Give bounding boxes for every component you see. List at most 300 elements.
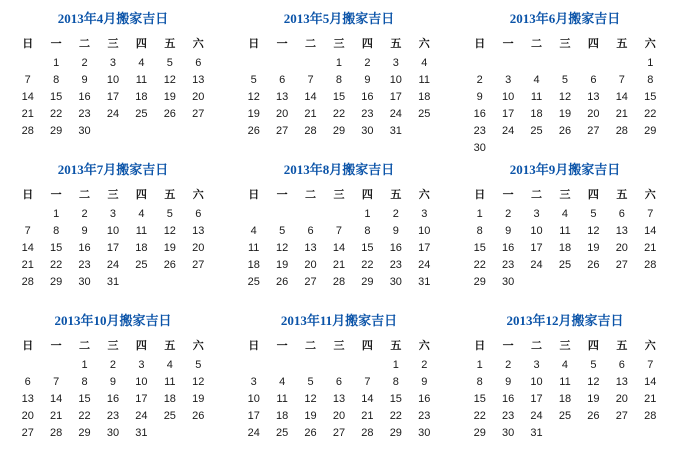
lucky-day-cell[interactable]: 31 [382,123,409,139]
empty-cell [14,55,41,71]
day-cell[interactable]: 1 [466,206,493,222]
lucky-day-cell[interactable]: 19 [156,240,183,256]
lucky-day-cell[interactable]: 13 [185,223,212,239]
day-cell[interactable]: 15 [42,240,69,256]
day-cell[interactable]: 10 [382,72,409,88]
day-cell[interactable]: 9 [494,374,521,390]
empty-cell [156,274,183,290]
day-cell[interactable]: 13 [325,391,352,407]
day-cell[interactable]: 4 [411,55,438,71]
day-cell[interactable]: 18 [411,89,438,105]
lucky-day-cell[interactable]: 28 [325,274,352,290]
day-cell[interactable]: 9 [466,89,493,105]
day-cell[interactable]: 23 [494,408,521,424]
lucky-day-cell[interactable]: 30 [354,123,381,139]
day-cell[interactable]: 30 [494,425,521,441]
day-cell[interactable]: 28 [297,123,324,139]
day-cell[interactable]: 23 [99,408,126,424]
lucky-day-cell[interactable]: 29 [466,274,493,290]
lucky-day-cell[interactable]: 21 [14,106,41,122]
day-cell[interactable]: 10 [411,223,438,239]
day-cell[interactable]: 22 [382,408,409,424]
empty-cell [14,206,41,222]
lucky-day-cell[interactable]: 22 [42,257,69,273]
day-cell[interactable]: 16 [99,391,126,407]
lucky-day-cell[interactable]: 9 [494,223,521,239]
day-cell[interactable]: 13 [608,374,635,390]
day-cell[interactable]: 22 [71,408,98,424]
lucky-day-cell[interactable]: 13 [297,240,324,256]
day-cell[interactable]: 6 [185,55,212,71]
day-cell[interactable]: 21 [42,408,69,424]
week-row [240,72,438,88]
day-cell[interactable]: 20 [325,408,352,424]
lucky-day-cell[interactable]: 15 [325,89,352,105]
day-cell[interactable]: 6 [268,72,295,88]
empty-cell [185,425,212,441]
day-cell[interactable]: 3 [523,206,550,222]
day-cell[interactable]: 11 [268,391,295,407]
lucky-day-cell[interactable]: 27 [580,123,607,139]
day-cell[interactable]: 25 [551,408,578,424]
lucky-day-cell[interactable]: 7 [297,72,324,88]
day-cell[interactable]: 28 [42,425,69,441]
day-cell[interactable]: 20 [608,391,635,407]
day-cell[interactable]: 8 [42,72,69,88]
lucky-day-cell[interactable]: 29 [325,123,352,139]
day-cell[interactable]: 31 [523,425,550,441]
month-body [13,33,213,140]
day-cell[interactable]: 14 [42,391,69,407]
day-cell[interactable]: 17 [382,89,409,105]
lucky-day-cell[interactable]: 11 [411,72,438,88]
day-cell[interactable]: 29 [382,425,409,441]
day-cell[interactable]: 24 [99,106,126,122]
day-cell[interactable]: 26 [297,425,324,441]
lucky-day-cell[interactable]: 19 [156,89,183,105]
day-cell[interactable]: 25 [268,425,295,441]
day-cell[interactable]: 16 [494,240,521,256]
day-cell[interactable]: 3 [240,374,267,390]
day-cell[interactable]: 3 [99,55,126,71]
day-cell[interactable]: 26 [240,123,267,139]
lucky-day-cell[interactable]: 15 [382,391,409,407]
day-cell[interactable]: 27 [325,425,352,441]
day-cell[interactable]: 18 [128,89,155,105]
empty-cell [268,357,295,373]
lucky-day-cell[interactable]: 19 [240,106,267,122]
day-cell[interactable]: 5 [580,357,607,373]
day-cell[interactable]: 21 [325,257,352,273]
lucky-day-cell[interactable]: 12 [297,391,324,407]
day-cell[interactable]: 5 [185,357,212,373]
day-cell[interactable]: 27 [297,274,324,290]
day-cell[interactable]: 30 [411,425,438,441]
day-cell[interactable]: 13 [580,89,607,105]
day-cell[interactable]: 18 [128,240,155,256]
lucky-day-cell[interactable]: 8 [71,374,98,390]
lucky-day-cell[interactable]: 11 [523,89,550,105]
day-cell[interactable]: 24 [411,257,438,273]
day-cell[interactable]: 14 [637,374,664,390]
day-cell[interactable]: 25 [411,106,438,122]
day-cell[interactable]: 4 [523,72,550,88]
day-cell[interactable]: 30 [382,274,409,290]
day-cell[interactable]: 5 [297,374,324,390]
lucky-day-cell[interactable]: 1 [42,206,69,222]
lucky-day-cell[interactable]: 8 [325,72,352,88]
lucky-day-cell[interactable]: 14 [354,391,381,407]
day-cell[interactable]: 11 [240,240,267,256]
lucky-day-cell[interactable]: 3 [382,55,409,71]
lucky-day-cell[interactable]: 29 [42,274,69,290]
day-cell[interactable]: 19 [268,257,295,273]
day-cell[interactable]: 26 [580,408,607,424]
day-cell[interactable]: 20 [14,408,41,424]
day-cell[interactable]: 8 [466,223,493,239]
month-table [13,335,213,442]
lucky-day-cell[interactable]: 1 [71,357,98,373]
day-cell[interactable]: 29 [354,274,381,290]
day-cell[interactable]: 14 [325,240,352,256]
day-cell[interactable]: 19 [297,408,324,424]
day-cell[interactable]: 5 [268,223,295,239]
lucky-day-cell[interactable]: 7 [637,206,664,222]
lucky-day-cell[interactable]: 30 [494,274,521,290]
day-cell[interactable]: 22 [42,106,69,122]
day-cell[interactable]: 2 [354,55,381,71]
lucky-day-cell[interactable]: 10 [128,374,155,390]
lucky-day-cell[interactable]: 25 [128,106,155,122]
day-cell[interactable]: 13 [14,391,41,407]
day-cell[interactable]: 24 [240,425,267,441]
day-cell[interactable]: 16 [71,89,98,105]
lucky-day-cell[interactable]: 26 [551,123,578,139]
lucky-day-cell[interactable]: 17 [99,240,126,256]
lucky-day-cell[interactable]: 15 [466,391,493,407]
week-row [466,425,664,441]
day-cell[interactable]: 29 [71,425,98,441]
day-cell[interactable]: 27 [185,257,212,273]
day-cell[interactable]: 31 [128,425,155,441]
day-cell[interactable]: 23 [71,106,98,122]
lucky-day-cell[interactable]: 14 [637,223,664,239]
month-title: 2013年8月搬家吉日 [283,162,395,177]
day-cell[interactable]: 12 [240,89,267,105]
day-cell[interactable]: 2 [71,55,98,71]
month-body [239,33,439,140]
day-cell[interactable]: 24 [523,408,550,424]
lucky-day-cell[interactable]: 2 [494,357,521,373]
day-cell[interactable]: 12 [580,374,607,390]
day-cell[interactable]: 10 [240,391,267,407]
weekday-header: 五 [390,38,402,50]
lucky-day-cell[interactable]: 23 [494,257,521,273]
day-cell[interactable]: 27 [608,257,635,273]
day-cell[interactable]: 18 [156,391,183,407]
day-cell[interactable]: 15 [466,240,493,256]
day-cell[interactable]: 21 [354,408,381,424]
lucky-day-cell[interactable]: 12 [185,374,212,390]
day-cell[interactable]: 11 [128,223,155,239]
day-cell[interactable]: 8 [354,223,381,239]
lucky-day-cell[interactable]: 16 [354,89,381,105]
day-cell[interactable]: 2 [382,206,409,222]
day-cell[interactable]: 18 [240,257,267,273]
day-cell[interactable]: 4 [268,374,295,390]
lucky-day-cell[interactable]: 7 [325,223,352,239]
day-cell[interactable]: 21 [637,240,664,256]
lucky-day-cell[interactable]: 18 [523,106,550,122]
day-cell[interactable]: 22 [466,257,493,273]
month-table [239,335,439,442]
day-cell[interactable]: 15 [71,391,98,407]
day-cell[interactable]: 11 [551,223,578,239]
day-cell[interactable]: 27 [268,123,295,139]
week-row [14,391,212,407]
day-cell[interactable]: 8 [466,374,493,390]
day-cell[interactable]: 24 [99,257,126,273]
lucky-day-cell[interactable]: 26 [156,257,183,273]
lucky-day-cell[interactable]: 19 [185,391,212,407]
lucky-day-cell[interactable]: 12 [551,89,578,105]
lucky-day-cell[interactable]: 1 [382,357,409,373]
day-cell[interactable]: 28 [354,425,381,441]
day-cell[interactable]: 2 [494,206,521,222]
lucky-day-cell[interactable]: 29 [42,123,69,139]
lucky-day-cell[interactable]: 5 [551,72,578,88]
day-cell[interactable]: 2 [99,357,126,373]
day-cell[interactable]: 9 [71,72,98,88]
lucky-day-cell[interactable]: 18 [551,391,578,407]
day-cell[interactable]: 21 [14,257,41,273]
day-cell[interactable]: 27 [185,106,212,122]
week-row [466,106,664,122]
lucky-day-cell[interactable]: 19 [551,106,578,122]
day-cell[interactable]: 6 [14,374,41,390]
lucky-day-cell[interactable]: 25 [551,257,578,273]
lucky-day-cell[interactable]: 26 [156,106,183,122]
month-calendar [226,0,452,151]
day-cell[interactable]: 9 [354,72,381,88]
day-cell[interactable]: 22 [466,408,493,424]
lucky-day-cell[interactable]: 16 [411,391,438,407]
lucky-day-cell[interactable]: 17 [128,391,155,407]
day-cell[interactable]: 6 [325,374,352,390]
lucky-day-cell[interactable]: 25 [128,257,155,273]
day-cell[interactable]: 22 [354,257,381,273]
day-cell[interactable]: 17 [240,408,267,424]
day-cell[interactable]: 20 [297,257,324,273]
day-cell[interactable]: 23 [411,408,438,424]
day-cell[interactable]: 6 [297,223,324,239]
lucky-day-cell[interactable]: 17 [99,89,126,105]
lucky-day-cell[interactable]: 30 [466,140,493,156]
day-cell[interactable]: 30 [99,425,126,441]
lucky-day-cell[interactable]: 3 [523,357,550,373]
lucky-day-cell[interactable]: 4 [551,206,578,222]
lucky-day-cell[interactable]: 20 [185,240,212,256]
lucky-day-cell[interactable]: 22 [325,106,352,122]
day-cell[interactable]: 27 [608,408,635,424]
day-cell[interactable]: 1 [325,55,352,71]
lucky-day-cell[interactable]: 31 [411,274,438,290]
lucky-day-cell[interactable]: 7 [14,223,41,239]
empty-cell [268,206,295,222]
day-cell[interactable]: 10 [99,72,126,88]
lucky-day-cell[interactable]: 2 [411,357,438,373]
day-cell[interactable]: 16 [494,391,521,407]
day-cell[interactable]: 8 [42,223,69,239]
day-cell[interactable]: 12 [156,223,183,239]
lucky-day-cell[interactable]: 28 [608,123,635,139]
day-cell[interactable]: 7 [42,374,69,390]
day-cell[interactable]: 14 [14,240,41,256]
lucky-day-cell[interactable]: 15 [42,89,69,105]
lucky-day-cell[interactable]: 2 [466,72,493,88]
day-cell[interactable]: 6 [608,206,635,222]
lucky-day-cell[interactable]: 26 [580,257,607,273]
day-cell[interactable]: 28 [637,257,664,273]
lucky-day-cell[interactable]: 14 [608,89,635,105]
weekday-header: 三 [107,189,119,201]
day-cell[interactable]: 5 [156,55,183,71]
day-cell[interactable]: 16 [382,240,409,256]
day-cell[interactable]: 4 [128,206,155,222]
day-cell[interactable]: 28 [637,408,664,424]
day-cell[interactable]: 10 [494,89,521,105]
day-cell[interactable]: 20 [185,89,212,105]
week-row [14,257,212,273]
day-cell[interactable]: 12 [268,240,295,256]
day-cell[interactable]: 13 [608,223,635,239]
day-cell[interactable]: 3 [99,206,126,222]
day-cell[interactable]: 28 [14,274,41,290]
day-cell[interactable]: 16 [71,240,98,256]
day-cell[interactable]: 6 [580,72,607,88]
empty-cell [608,274,635,290]
day-cell[interactable]: 25 [523,123,550,139]
day-cell[interactable]: 4 [156,357,183,373]
day-cell[interactable]: 22 [637,106,664,122]
day-cell[interactable]: 10 [99,223,126,239]
day-cell[interactable]: 5 [240,72,267,88]
day-cell[interactable]: 29 [466,425,493,441]
lucky-day-cell[interactable]: 9 [99,374,126,390]
lucky-day-cell[interactable]: 13 [268,89,295,105]
lucky-day-cell[interactable]: 11 [156,374,183,390]
day-cell[interactable]: 9 [382,223,409,239]
day-cell[interactable]: 24 [382,106,409,122]
day-cell[interactable]: 1 [42,55,69,71]
weekday-header: 一 [50,340,62,352]
lucky-day-cell[interactable]: 3 [494,72,521,88]
lucky-day-cell[interactable]: 14 [297,89,324,105]
day-cell[interactable]: 26 [185,408,212,424]
lucky-day-cell[interactable]: 30 [71,274,98,290]
day-cell[interactable]: 5 [156,206,183,222]
day-cell[interactable]: 13 [185,72,212,88]
day-cell[interactable]: 8 [637,72,664,88]
week-row [466,240,664,256]
lucky-day-cell[interactable]: 11 [551,374,578,390]
weekday-header: 五 [390,340,402,352]
weekday-header: 四 [587,38,599,50]
day-cell[interactable]: 2 [71,206,98,222]
day-cell[interactable]: 1 [354,206,381,222]
day-cell[interactable]: 19 [580,240,607,256]
day-cell[interactable]: 12 [156,72,183,88]
day-cell[interactable]: 17 [523,391,550,407]
lucky-day-cell[interactable]: 23 [466,123,493,139]
day-cell[interactable]: 23 [71,257,98,273]
lucky-day-cell[interactable]: 14 [14,89,41,105]
lucky-day-cell[interactable]: 31 [99,274,126,290]
day-cell[interactable]: 3 [411,206,438,222]
day-cell[interactable]: 17 [523,240,550,256]
lucky-day-cell[interactable]: 5 [580,206,607,222]
day-cell[interactable]: 15 [637,89,664,105]
lucky-day-cell[interactable]: 20 [268,106,295,122]
day-cell[interactable]: 30 [71,123,98,139]
day-cell[interactable]: 25 [240,274,267,290]
day-cell[interactable]: 4 [128,55,155,71]
lucky-day-cell[interactable]: 6 [185,206,212,222]
day-cell[interactable]: 1 [466,357,493,373]
day-cell[interactable]: 7 [608,72,635,88]
day-cell[interactable]: 1 [637,55,664,71]
day-cell[interactable]: 3 [128,357,155,373]
lucky-day-cell[interactable]: 21 [297,106,324,122]
lucky-day-cell[interactable]: 15 [354,240,381,256]
day-cell[interactable]: 28 [14,123,41,139]
lucky-day-cell[interactable]: 8 [382,374,409,390]
lucky-day-cell[interactable]: 29 [637,123,664,139]
day-cell[interactable]: 7 [354,374,381,390]
lucky-day-cell[interactable]: 23 [382,257,409,273]
lucky-day-cell[interactable]: 12 [580,223,607,239]
lucky-day-cell[interactable]: 21 [637,391,664,407]
lucky-day-cell[interactable]: 9 [411,374,438,390]
day-cell[interactable]: 4 [240,223,267,239]
day-cell[interactable]: 20 [608,240,635,256]
lucky-day-cell[interactable]: 7 [14,72,41,88]
day-cell[interactable]: 7 [637,357,664,373]
day-cell[interactable]: 27 [14,425,41,441]
day-cell[interactable]: 6 [608,357,635,373]
day-cell[interactable]: 18 [268,408,295,424]
day-cell[interactable]: 16 [466,106,493,122]
day-cell[interactable]: 17 [411,240,438,256]
day-cell[interactable]: 11 [128,72,155,88]
day-cell[interactable]: 18 [551,240,578,256]
lucky-day-cell[interactable]: 21 [608,106,635,122]
day-cell[interactable]: 17 [494,106,521,122]
day-cell[interactable]: 24 [523,257,550,273]
day-cell[interactable]: 25 [156,408,183,424]
lucky-day-cell[interactable]: 19 [580,391,607,407]
day-cell[interactable]: 26 [268,274,295,290]
day-cell[interactable]: 10 [523,223,550,239]
day-cell[interactable]: 4 [551,357,578,373]
day-cell[interactable]: 24 [128,408,155,424]
day-cell[interactable]: 24 [494,123,521,139]
day-cell[interactable]: 9 [71,223,98,239]
day-cell[interactable]: 10 [523,374,550,390]
lucky-day-cell[interactable]: 23 [354,106,381,122]
weekday-header: 六 [192,340,204,352]
lucky-day-cell[interactable]: 20 [580,106,607,122]
